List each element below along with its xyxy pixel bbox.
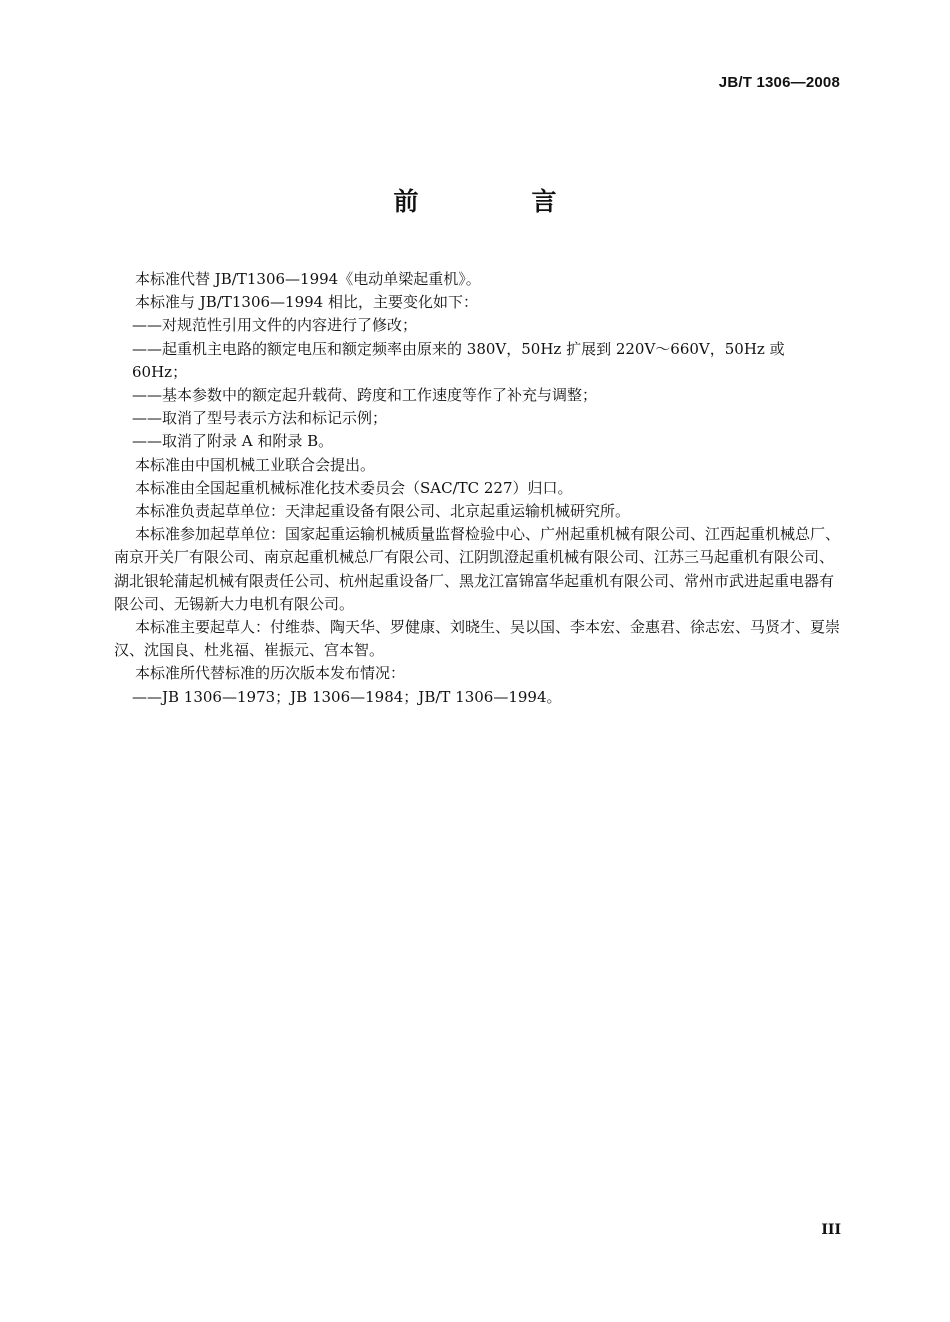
page-number: III — [821, 1222, 841, 1238]
paragraph-previous-editions-intro: 本标准所代替标准的历次版本发布情况： — [135, 664, 406, 683]
change-item-references: ——对规范性引用文件的内容进行了修改； — [132, 316, 418, 335]
standard-code: JB/T 1306—2008 — [718, 74, 840, 91]
paragraph-replaces: 本标准代替 JB/T1306—1994《电动单梁起重机》。 — [135, 270, 481, 288]
paragraph-main-drafters: 本标准主要起草人：付维恭、陶天华、罗健康、刘晓生、吴以国、李本宏、金惠君、徐志宏、马贤才、夏崇汉、沈国良、杜兆福、崔振元、宫本智。 — [114, 618, 841, 660]
paragraph-proposed-by: 本标准由中国机械工业联合会提出。 — [135, 455, 376, 474]
paragraph-under-jurisdiction: 本标准由全国起重机械标准化技术委员会（SAC/TC 227）归口。 — [135, 478, 573, 497]
change-item-voltage: ——起重机主电路的额定电压和额定频率由原来的 380V，50Hz 扩展到 220V～660V，50Hz 或 60Hz； — [132, 339, 785, 381]
page-title: 前 言 — [393, 187, 601, 216]
paragraph-participating-drafters: 本标准参加起草单位：国家起重运输机械质量监督检验中心、广州起重机械有限公司、江西起重机械总厂、南京开关厂有限公司、南京起重机械总厂有限公司、江阴凯澄起重机械有限公司、江苏三马起重机有限公司、湖北银轮蒲起机械有限责任公司、杭州起重设备厂、黑龙江富锦富华起重机有限公司、常州市武进起重电器有限公司、无锡新大力电机有限公司。 — [114, 525, 841, 613]
paragraph-changes-intro: 本标准与 JB/T1306—1994 相比，主要变化如下： — [135, 293, 478, 312]
paragraph-lead-drafters: 本标准负责起草单位：天津起重设备有限公司、北京起重运输机械研究所。 — [135, 502, 631, 521]
foreword-body — [114, 268, 844, 709]
previous-editions-list: ——JB 1306—1973；JB 1306—1984；JB/T 1306—1994。 — [132, 687, 562, 706]
change-item-annexes: ——取消了附录 A 和附录 B。 — [132, 432, 334, 451]
change-item-model-designation: ——取消了型号表示方法和标记示例； — [132, 409, 388, 428]
change-item-parameters: ——基本参数中的额定起升载荷、跨度和工作速度等作了补充与调整； — [132, 386, 598, 405]
